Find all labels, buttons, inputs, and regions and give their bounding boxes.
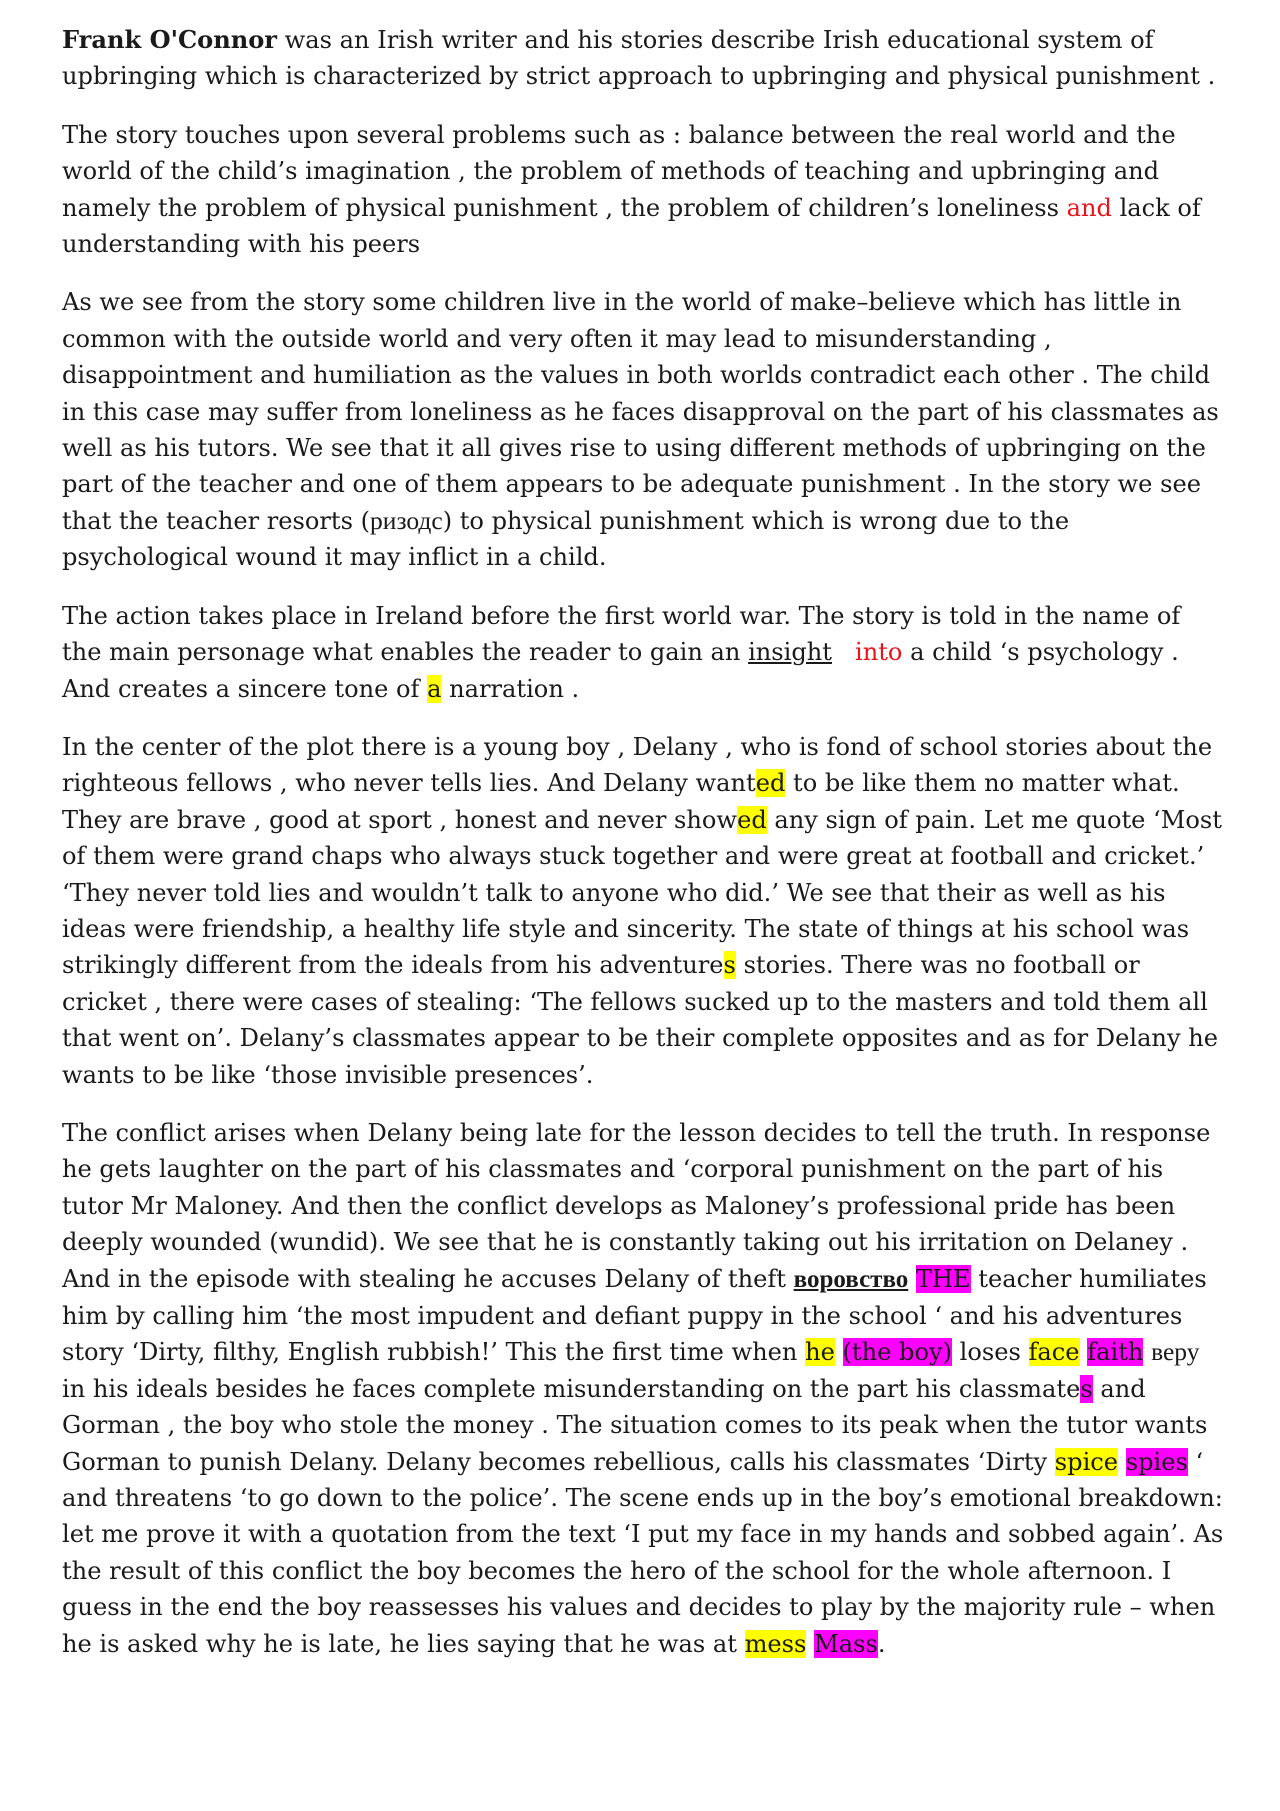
highlight-magenta: faith bbox=[1087, 1338, 1144, 1367]
text-segment: was an Irish writer and his stories describe Irish educational system of upbringing which is characterized by strict approach to upbringing and physical punishment . bbox=[62, 26, 1216, 91]
text-segment: As we see from the story some children live in the world of make–believe which has little in common with the outside world and very often it may lead to misunderstanding , disappointment and humiliation as the values in both worlds contradict each other . The child in this case may suffer from loneliness as he faces disapproval on the part of his classmates as well as his tutors. We see that it all gives rise to using different methods of upbringing on the part of the teacher and one of them appears to be adequate punishment . In the story we see that the teacher resorts ( bbox=[62, 288, 1219, 535]
highlight-yellow: s bbox=[723, 951, 736, 980]
text-segment: ‘ and threatens ‘to go down to the police’. The scene ends up in the boy’s emotional breakdown: let me prove it with a quotation from the text ‘I put my face in my hands and sobbed again’. As the result of this conflict the boy becomes the hero of the school for the whole afternoon. I guess in the end the boy reassesses his values and decides to play by the majority rule – when he is asked why he is late, he lies saying that he was at bbox=[62, 1447, 1224, 1658]
text-segment bbox=[835, 1338, 843, 1366]
highlight-yellow: face bbox=[1028, 1338, 1080, 1367]
text-segment: a child ‘s psychology . And creates a sincere tone of bbox=[62, 638, 1179, 703]
highlight-magenta: (the boy) bbox=[842, 1338, 952, 1367]
paragraph-6 bbox=[62, 1115, 1225, 1662]
text-segment: in his ideals besides he faces complete misunderstanding on the part his classmate bbox=[62, 1374, 1081, 1403]
text-segment: any sign of pain. Let me quote ‘Most of them were grand chaps who always stuck together and were great at football and cricket.’ ‘They never told lies and wouldn’t talk to anyone who did.’ We see that their as well as his ideas were friendship, a healthy life style and sincerity. The state of things at his school was strikingly different from the ideals from his adventure bbox=[62, 805, 1222, 980]
text-segment: teacher humiliates him by calling him ‘the most impudent and defiant puppy in the school ‘ and his adventures story ‘Dirty, filthy, English rubbish!’ This the first time when bbox=[62, 1264, 1207, 1367]
highlight-yellow: ed bbox=[737, 805, 767, 834]
red-text: into bbox=[854, 638, 903, 667]
text-segment: loses bbox=[951, 1338, 1029, 1367]
russian-note: ризодс bbox=[370, 505, 443, 535]
highlight-magenta: s bbox=[1080, 1374, 1093, 1403]
highlight-yellow: a bbox=[427, 674, 442, 703]
text-segment: stories. There was no football or cricket , there were cases of stealing: ‘The fellows sucked up to the masters and told them all that went on’. Delany’s classmates appear to be their complete opposites and as for Delany he wants to be like ‘those invisible presences’. bbox=[62, 951, 1218, 1089]
underlined-word: insight bbox=[748, 638, 832, 667]
text-segment: to be like them no matter what. They are brave , good at sport , honest and never show bbox=[62, 769, 1180, 834]
highlight-yellow: he bbox=[805, 1338, 835, 1367]
text-segment: The conflict arises when Delany being late for the lesson decides to tell the truth. In response he gets laughter on the part of his classmates and ‘corporal punishment on the part of his tutor Mr Maloney. And then the conflict develops as Maloney’s professional pride has been deeply wounded (wundid). We see that he is constantly taking out his irritation on Delaney . And in the episode with stealing he accuses Delany of theft bbox=[62, 1118, 1211, 1293]
russian-note: веру bbox=[1151, 1337, 1200, 1367]
text-segment: and Gorman , the boy who stole the money . The situation comes to its peak when the tutor wants Gorman to punish Delany. Delany becomes rebellious, calls his classmates ‘Dirty bbox=[62, 1374, 1208, 1476]
text-segment bbox=[806, 1630, 814, 1658]
text-segment bbox=[908, 1265, 916, 1293]
highlight-yellow: ed bbox=[755, 769, 786, 798]
text-segment bbox=[832, 638, 855, 666]
text-segment: The action takes place in Ireland before the first world war. The story is told in the name of the main personage what enables the reader to gain an bbox=[62, 601, 1181, 667]
highlight-magenta: spies bbox=[1125, 1447, 1188, 1476]
text-segment: lack of understanding with his peers bbox=[62, 193, 1201, 259]
red-text: and bbox=[1066, 193, 1112, 222]
text-segment: . bbox=[877, 1629, 886, 1658]
highlight-yellow: mess bbox=[744, 1629, 807, 1658]
text-segment bbox=[1143, 1338, 1151, 1366]
text-segment: ) to physical punishment which is wrong due to the psychological wound it may inflict in a child. bbox=[62, 506, 1070, 572]
paragraph-2 bbox=[62, 117, 1225, 263]
russian-note: воровство bbox=[793, 1265, 909, 1293]
paragraph-3 bbox=[62, 284, 1225, 575]
highlight-magenta: Mass bbox=[814, 1629, 878, 1658]
text-segment: narration . bbox=[441, 674, 580, 703]
text-segment: In the center of the plot there is a young boy , Delany , who is fond of school stories about the righteous fellows , who never tells lies. And Delany want bbox=[62, 732, 1213, 798]
highlight-yellow: spice bbox=[1054, 1447, 1119, 1476]
text-segment bbox=[1118, 1448, 1126, 1476]
paragraph-4 bbox=[62, 598, 1225, 707]
paragraph-5 bbox=[62, 729, 1225, 1093]
highlight-magenta: THE bbox=[915, 1264, 971, 1293]
paragraph-1 bbox=[62, 22, 1225, 95]
text-segment: The story touches upon several problems such as : balance between the real world and the world of the child’s imagination , the problem of methods of teaching and upbringing and namely the problem of physical punishment , the problem of children’s loneliness bbox=[62, 120, 1176, 222]
text-segment: Frank O'Connor bbox=[62, 25, 277, 54]
